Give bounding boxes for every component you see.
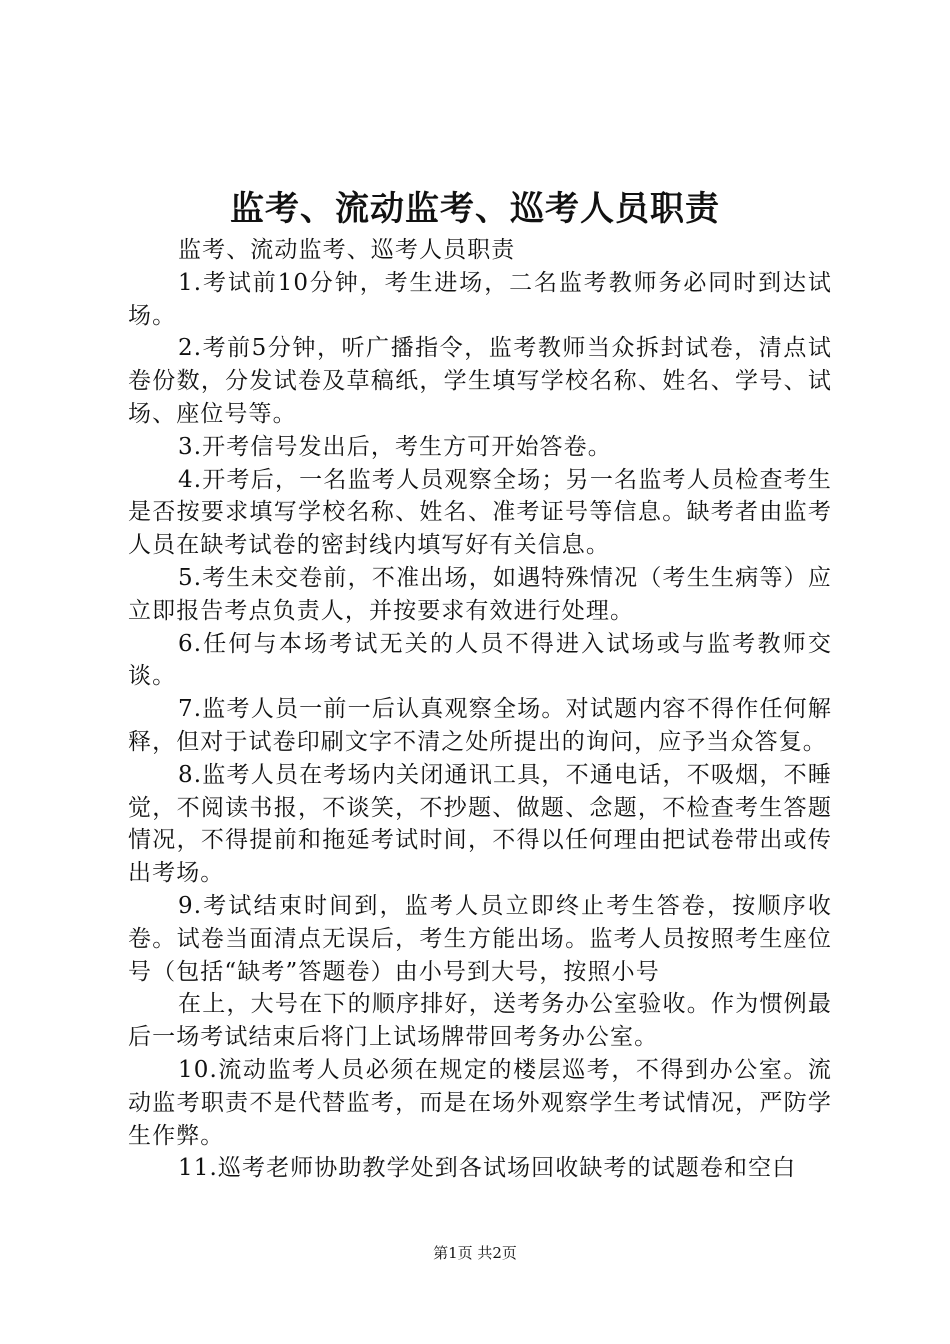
paragraph-8: 8.监考人员在考场内关闭通讯工具，不通电话，不吸烟，不睡觉，不阅读书报，不谈笑，不抄题、做题、念题，不检查考生答题情况，不得提前和拖延考试时间，不得以任何理由把试卷带出或传出考场。 bbox=[128, 761, 832, 887]
document-title: 监考、流动监考、巡考人员职责 bbox=[230, 189, 720, 229]
subtitle-line: 监考、流动监考、巡考人员职责 bbox=[178, 237, 516, 263]
paragraph-7: 7.监考人员一前一后认真观察全场。对试题内容不得作任何解释，但对于试卷印刷文字不清之处所提出的询问，应予当众答复。 bbox=[128, 696, 832, 755]
paragraph-2: 2.考前5分钟，听广播指令，监考教师当众拆封试卷，清点试卷份数，分发试卷及草稿纸，学生填写学校名称、姓名、学号、试场、座位号等。 bbox=[128, 335, 832, 427]
paragraph-9-continued: 在上，大号在下的顺序排好，送考务办公室验收。作为惯例最后一场考试结束后将门上试场牌带回考务办公室。 bbox=[128, 991, 832, 1051]
paragraph-3: 3.开考信号发出后，考生方可开始答卷。 bbox=[178, 433, 612, 460]
paragraph-10: 10.流动监考人员必须在规定的楼层巡考，不得到办公室。流动监考职责不是代替监考，而是在场外观察学生考试情况，严防学生作弊。 bbox=[128, 1056, 832, 1149]
paragraph-11: 11.巡考老师协助教学处到各试场回收缺考的试题卷和空白 bbox=[178, 1155, 797, 1182]
page-footer: 第1页 共2页 bbox=[433, 1244, 517, 1262]
paragraph-4: 4.开考后，一名监考人员观察全场；另一名监考人员检查考生是否按要求填写学校名称、姓名、准考证号等信息。缺考者由监考人员在缺考试卷的密封线内填写好有关信息。 bbox=[128, 466, 832, 559]
paragraph-6: 6.任何与本场考试无关的人员不得进入试场或与监考教师交谈。 bbox=[128, 630, 832, 690]
paragraph-9: 9.考试结束时间到，监考人员立即终止考生答卷，按顺序收卷。试卷当面清点无误后，考生方能出场。监考人员按照考生座位号（包括“缺考”答题卷）由小号到大号，按照小号 bbox=[128, 892, 832, 985]
paragraph-5: 5.考生未交卷前，不准出场，如遇特殊情况（考生生病等）应立即报告考点负责人，并按要求有效进行处理。 bbox=[128, 564, 832, 624]
document-body bbox=[128, 234, 832, 1185]
paragraph-1: 1.考试前10分钟，考生进场，二名监考教师务必同时到达试场。 bbox=[128, 269, 832, 329]
